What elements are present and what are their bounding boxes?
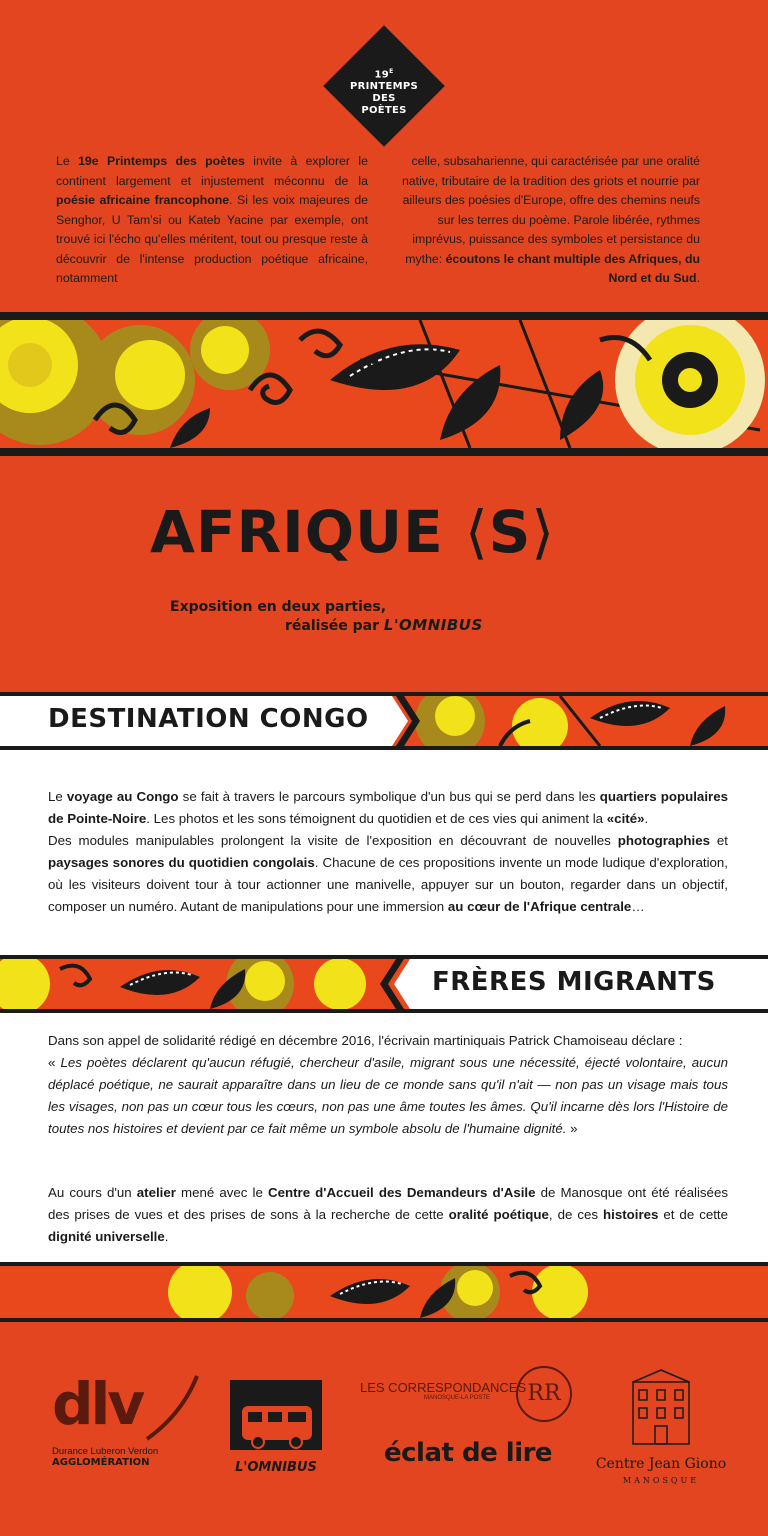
text-run: . Les photos et les sons témoignent du quotidien et de ces vies qui animent la (146, 811, 607, 826)
title-bracket-close: ⟩ (531, 498, 556, 566)
omnibus-brand-text: L'OMNIBUS (383, 616, 483, 634)
correspondances-monogram: RR (516, 1366, 572, 1422)
eclat-de-lire-logo: éclat de lire (384, 1438, 553, 1468)
text-run: . (696, 271, 700, 285)
badge-line1: 19 (374, 69, 390, 81)
title-bracket-open: ⟨ (464, 498, 489, 566)
section1-paragraph (48, 786, 728, 918)
correspondances-logo (360, 1366, 580, 1422)
subtitle-line1: Exposition en deux parties, (170, 599, 387, 615)
subtitle-line2-prefix: réalisée par (285, 618, 384, 634)
dlva-swoosh (142, 1374, 202, 1444)
text-run: . (164, 1229, 169, 1244)
text-run: quartiers populaires de Pointe-Noire (48, 789, 728, 826)
text-run: mené avec le (175, 1185, 268, 1200)
dlva-logo (52, 1370, 202, 1484)
text-run: et (710, 833, 728, 848)
text-run: atelier (136, 1185, 176, 1200)
building-icon (621, 1368, 701, 1448)
text-run: au cœur de l'Afrique centrale (447, 899, 632, 914)
text-run: celle, subsaharienne, qui caractérisée par une oralité native, tributaire de la tradition des griots et nourrie par ailleurs des poésies d'Europe, offre des chemins neufs sur les terres du poème. Parole libérée, rythmes imprévus, puissance des symboles et persistance du mythe: (401, 154, 700, 266)
exhibition-subtitle (170, 598, 483, 635)
text-run: … (631, 899, 645, 914)
text-run: voyage au Congo (66, 789, 179, 804)
wax-pattern-bottom (0, 1266, 768, 1318)
badge-line3: DES (372, 93, 396, 105)
text-run: Les poètes déclarent qu'aucun réfugié, chercheur d'asile, migrant sous une nécessité, éjecté volontaire, aucun déplacé poétique, ne saurait apparaître dans un lieu de ce monde sans qu'il n'ait — non pas un visage mais tous les visages, non pas un cœur tous les cœurs, non pas une âme toutes les âmes. Qu'il incarne dès lors l'Histoire de toutes nos histoires et devient par ce fait même un symbole absolu de l'humaine dignité. (48, 1055, 728, 1136)
printemps-badge (324, 26, 444, 146)
dlva-line1: Durance Luberon Verdon (52, 1446, 159, 1457)
intro-left-column (56, 152, 368, 289)
text-run: Le (48, 789, 67, 804)
dlva-line2: AGGLOMÉRATION (52, 1457, 150, 1468)
text-run: photographies (617, 833, 711, 848)
text-run: Dans son appel de solidarité rédigé en décembre 2016, l'écrivain martiniquais Patrick Chamoiseau déclare : (48, 1033, 683, 1048)
text-run: Au cours d'un (48, 1185, 137, 1200)
text-run: , de ces (548, 1207, 603, 1222)
text-run: . Si les voix majeures de Senghor, U Tam'si ou Kateb Yacine par exemple, ont trouvé ici l'écho qu'elles méritent, tout ou presque reste à découvrir de l'intense production poétique africaine, notamment (56, 193, 368, 285)
text-run: . Chacune de ces propositions invente un mode ludique d'exploration, où les visiteurs doivent tour à tour actionner une manivelle, appuyer sur un bouton, regarder dans un objectif, composer un numéro. Autant de manipulations pour une immersion (48, 855, 729, 914)
badge-text (324, 66, 444, 117)
dlva-mark: dlv (52, 1370, 143, 1438)
text-run: de Manosque ont été réalisées des prises de vues et des prises de sons à la recherche de cette (48, 1185, 728, 1222)
text-run: Centre d'Accueil des Demandeurs d'Asile (267, 1185, 536, 1200)
title-main: AFRIQUE (150, 498, 444, 566)
section2-heading: FRÈRES MIGRANTS (432, 967, 716, 997)
top-pattern-band (0, 312, 768, 456)
badge-line2: PRINTEMPS (350, 81, 418, 93)
text-run: « (48, 1055, 61, 1070)
section2-atelier-paragraph (48, 1182, 728, 1248)
text-run: poésie africaine francophone (56, 193, 230, 207)
text-run: «cité» (606, 811, 645, 826)
text-run: Des modules manipulables prolongent la visite de l'exposition en découvrant de nouvelles (48, 833, 618, 848)
correspondances-sub: MANOSQUE-LA POSTE (424, 1395, 491, 1401)
badge-sup: E (389, 68, 394, 75)
text-run: 19e Printemps des poètes (78, 154, 245, 168)
text-run: paysages sonores du quotidien congolais (48, 855, 315, 870)
omnibus-logo (228, 1380, 328, 1480)
text-run: » (566, 1121, 578, 1136)
text-run: dignité universelle (48, 1229, 165, 1244)
giono-sub: MANOSQUE (622, 1476, 700, 1485)
text-run: histoires (603, 1207, 659, 1222)
omnibus-logo-label: L'OMNIBUS (235, 1460, 317, 1475)
text-run: Le (56, 154, 79, 168)
exhibition-title (150, 498, 555, 566)
text-run: et de cette (658, 1207, 729, 1222)
wax-pattern-top (0, 320, 768, 448)
title-letter: S (488, 498, 532, 566)
section1-band (0, 692, 768, 750)
bus-icon (228, 1380, 324, 1454)
text-run: oralité poétique (448, 1207, 549, 1222)
section2-band (0, 955, 768, 1013)
correspondances-name: LES CORRESPONDANCES (360, 1380, 527, 1395)
text-run: invite à explorer le continent largement et injustement méconnu de la (56, 154, 368, 188)
section2-quote-paragraph (48, 1030, 728, 1140)
section1-heading: DESTINATION CONGO (48, 704, 369, 734)
bottom-pattern-band (0, 1262, 768, 1322)
giono-name: Centre Jean Giono (595, 1456, 727, 1472)
intro-right-column (388, 152, 700, 289)
text-run: se fait à travers le parcours symbolique d'un bus qui se perd dans les (178, 789, 600, 804)
text-run: . (644, 811, 649, 826)
badge-line4: POÈTES (361, 105, 407, 117)
text-run: écoutons le chant multiple des Afriques, du Nord et du Sud (445, 251, 700, 285)
centre-jean-giono-logo (586, 1368, 736, 1498)
